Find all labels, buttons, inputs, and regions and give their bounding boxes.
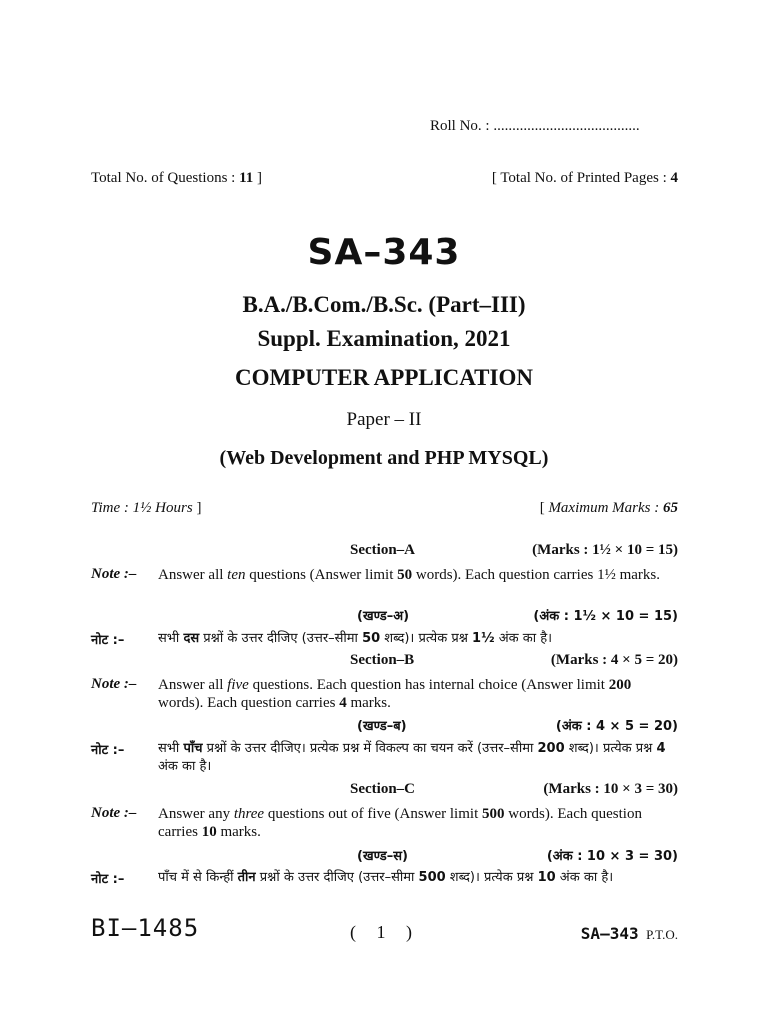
note-label: Note :– (91, 676, 137, 692)
hindi-text: अंक का है। (158, 759, 212, 774)
hindi-bold: दस (183, 631, 200, 646)
note-bold: 200 (608, 677, 632, 693)
section-b-hindi-marks (556, 716, 678, 735)
hindi-text: सभी (158, 631, 184, 646)
section-a-hindi-note (158, 630, 678, 648)
time-allowed (91, 500, 201, 517)
hindi-text: सभी (158, 741, 184, 756)
hindi-text: पाँच में से किन्हीं (158, 870, 238, 885)
note-text: marks. (216, 824, 261, 840)
hindi-text: शब्द)। प्रत्येक प्रश्न (564, 741, 657, 756)
hindi-bold: 200 (537, 741, 565, 756)
note-bold: 500 (481, 806, 505, 822)
hindi-marks: (अंक : 1½ × 10 = 15) (533, 609, 678, 624)
section-c-hindi-note (158, 869, 678, 887)
hindi-marks: (अंक : 10 × 3 = 30) (546, 849, 678, 864)
section-a-note (158, 566, 678, 584)
note-text: questions. Each question has internal choice (Answer limit (248, 677, 609, 693)
hindi-bold: 4 (656, 741, 666, 756)
hindi-bold: 1½ (472, 631, 495, 646)
total-questions-label: Total No. of Questions : (91, 170, 240, 186)
section-b-note (158, 676, 678, 712)
footer-code-text: SA–343 (580, 924, 639, 943)
note-bold: 10 (201, 824, 217, 840)
hindi-bold: 500 (418, 870, 446, 885)
hindi-text: प्रश्नों के उत्तर दीजिए (उत्तर–सीमा (199, 631, 363, 646)
max-open: [ (539, 500, 549, 516)
section-b-hindi-note-label: नोट :– (91, 743, 125, 758)
note-text: Answer all (158, 567, 228, 583)
section-c-marks: (Marks : 10 × 3 = 30) (543, 781, 678, 797)
paper-code-title: SA–343 (307, 232, 461, 273)
section-a-marks: (Marks : 1½ × 10 = 15) (532, 542, 678, 558)
section-a-note-label (91, 566, 136, 583)
section-b-marks: (Marks : 4 × 5 = 20) (550, 652, 678, 668)
hindi-text: प्रश्नों के उत्तर दीजिए (उत्तर–सीमा (255, 870, 419, 885)
total-questions-value: 11 (239, 170, 254, 186)
section-a-hindi-note-label: नोट :– (91, 633, 125, 648)
section-b-title: Section–B (350, 652, 415, 668)
note-text: Answer any (158, 806, 234, 822)
max-value: 65 (663, 500, 678, 516)
section-a-title: Section–A (350, 542, 415, 558)
section-c-title: Section–C (350, 781, 415, 797)
subject-title: COMPUTER APPLICATION (235, 365, 533, 390)
note-emphasis: five (227, 677, 249, 693)
note-label: Note :– (91, 805, 137, 821)
note-text: questions out of five (Answer limit (264, 806, 482, 822)
note-bold: 50 (397, 567, 413, 583)
note-emphasis: three (233, 806, 265, 822)
hindi-bold: 50 (362, 631, 381, 646)
section-c-hindi-note-label: नोट :– (91, 872, 125, 887)
footer-page-number: ( 1 ) (350, 922, 420, 942)
section-a-hindi-marks (533, 606, 678, 625)
course-title: B.A./B.Com./B.Sc. (Part–III) (242, 292, 526, 317)
section-a-hindi-title: (खण्ड–अ) (357, 609, 410, 624)
total-questions (91, 170, 262, 187)
hindi-bold: पाँच (183, 741, 203, 756)
note-text: questions (Answer limit (245, 567, 398, 583)
section-c-hindi-title: (खण्ड–स) (357, 849, 408, 864)
time-close: ] (192, 500, 202, 516)
roll-number: Roll No. : ....................................... (430, 118, 640, 134)
time-label: Time : 1½ Hours (91, 500, 193, 516)
paper-number: Paper – II (346, 409, 422, 430)
maximum-marks (540, 500, 678, 517)
note-text: words). Each question carries (158, 806, 642, 840)
note-bold: 4 (339, 695, 347, 711)
note-label: Note :– (91, 566, 137, 582)
max-label: Maximum Marks : (548, 500, 663, 516)
note-text: marks. (346, 695, 391, 711)
footer-pto: P.T.O. (646, 927, 678, 942)
hindi-bold: 10 (537, 870, 556, 885)
section-b-hindi-title: (खण्ड–ब) (357, 719, 407, 734)
note-text: words). Each question carries 1½ marks. (412, 567, 660, 583)
total-questions-close: ] (253, 170, 263, 186)
footer-booklet-code: BI–1485 (91, 914, 200, 942)
hindi-text: प्रश्नों के उत्तर दीजिए। प्रत्येक प्रश्न में विकल्प का चयन करें (उत्तर–सीमा (202, 741, 538, 756)
footer-paper-code (581, 924, 678, 944)
exam-title: Suppl. Examination, 2021 (257, 326, 511, 351)
note-text: Answer all (158, 677, 228, 693)
section-c-hindi-marks (547, 846, 678, 865)
printed-pages-value: 4 (670, 170, 678, 186)
hindi-text: शब्द)। प्रत्येक प्रश्न (380, 631, 473, 646)
printed-pages-label: [ Total No. of Printed Pages : (491, 170, 671, 186)
note-text: words). Each question carries (158, 695, 340, 711)
section-b-hindi-note (158, 740, 678, 776)
section-c-note (158, 805, 678, 841)
section-b-note-label (91, 676, 136, 693)
hindi-text: अंक का है। (494, 631, 553, 646)
hindi-text: अंक का है। (555, 870, 614, 885)
section-c-note-label (91, 805, 136, 822)
note-emphasis: ten (227, 567, 246, 583)
paper-topic: (Web Development and PHP MYSQL) (219, 447, 549, 469)
hindi-marks: (अंक : 4 × 5 = 20) (555, 719, 678, 734)
printed-pages (492, 170, 678, 187)
hindi-text: शब्द)। प्रत्येक प्रश्न (445, 870, 538, 885)
hindi-bold: तीन (237, 870, 256, 885)
